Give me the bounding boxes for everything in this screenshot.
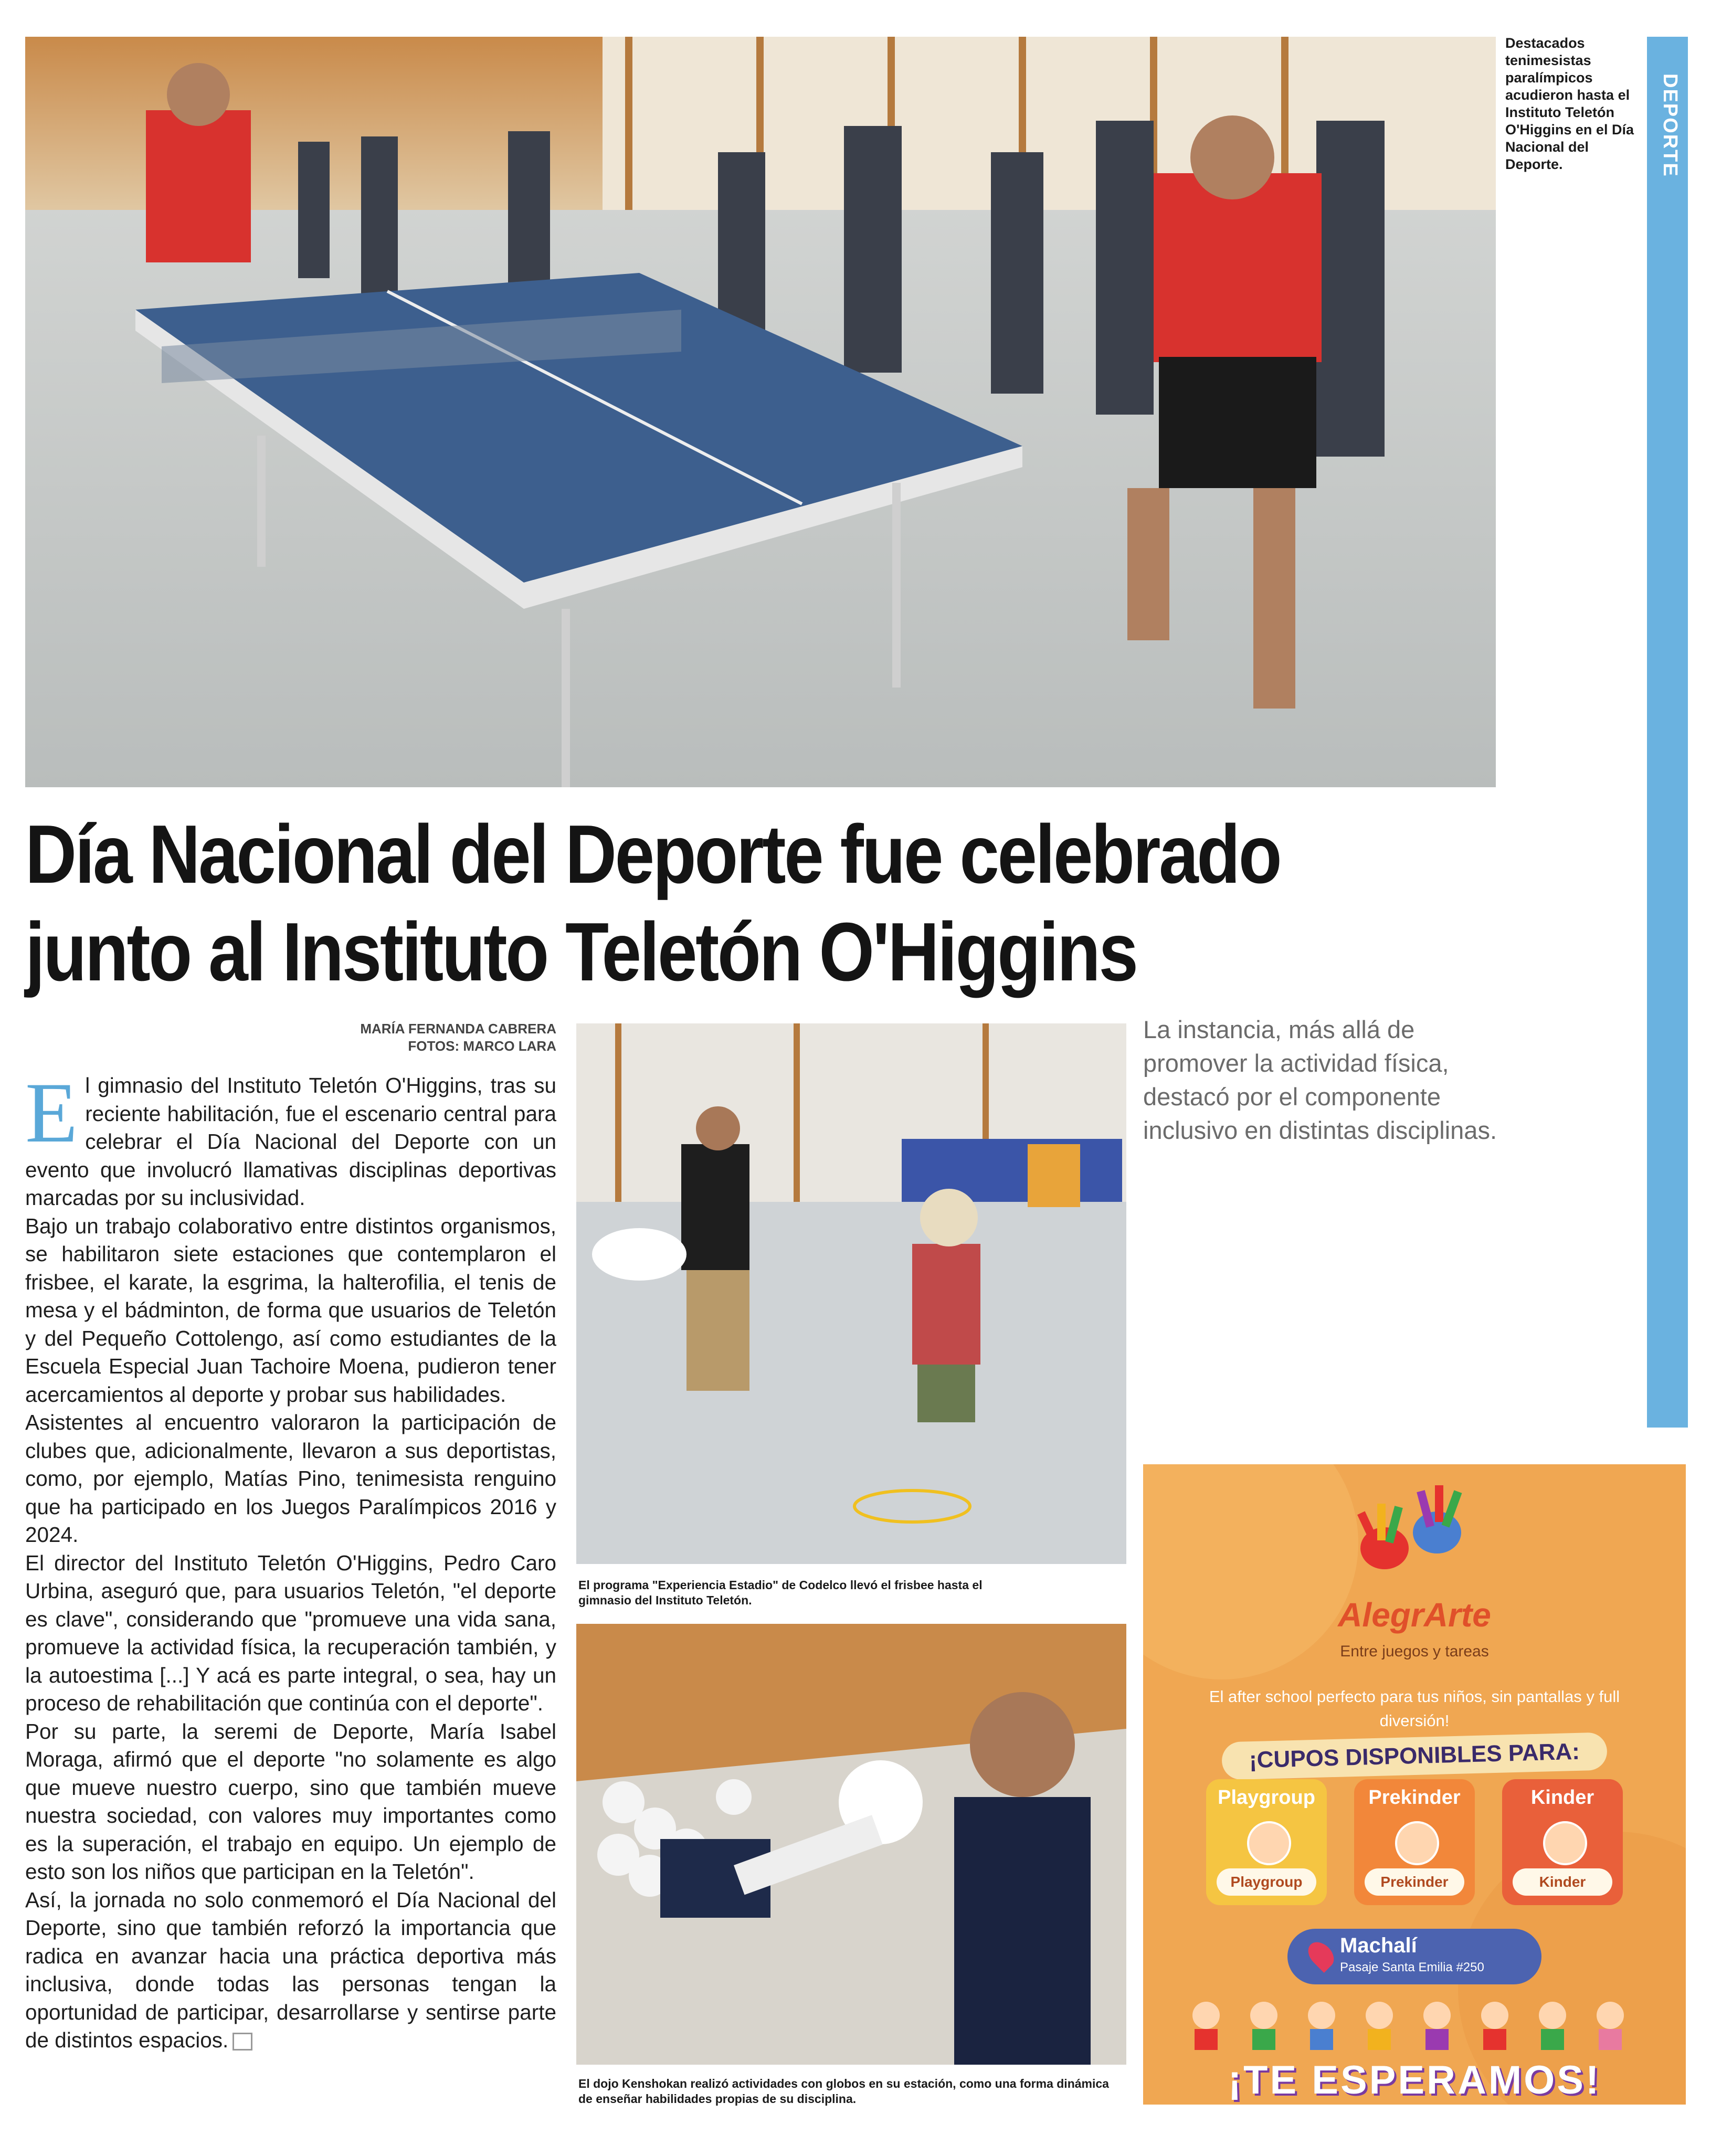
- byline-photos: FOTOS: MARCO LARA: [408, 1038, 556, 1054]
- ad-location-title: Machalí: [1340, 1934, 1417, 1957]
- ad-location: [1287, 1929, 1541, 1984]
- table-tennis-photo-icon: [25, 37, 1496, 787]
- ad-location-address: Pasaje Santa Emilia #250: [1340, 1960, 1484, 1974]
- ad-brand: AlegrArte: [1338, 1596, 1491, 1634]
- frisbee-photo-icon: [576, 1023, 1126, 1564]
- article-paragraph: Bajo un trabajo colaborativo entre distintos organismos, se habilitaron siete estaciones que contemplaron el frisbee, el karate, la esgrima, la halterofilia, el tenis de mesa y el bádminton, de forma que usuarios de Teletón y del Pequeño Cottolengo, así como estudiantes de la Escuela Especial Juan Tachoire Moena, pudieron tener acercamientos al deporte y probar sus habilidades.: [25, 1213, 556, 1407]
- frisbee-photo: [576, 1023, 1126, 1564]
- ad-program-title: Kinder: [1530, 1787, 1594, 1809]
- ad-program-kinder: [1502, 1779, 1623, 1905]
- section-label: DEPORTE: [1659, 73, 1681, 177]
- section-tab: [1647, 37, 1688, 1428]
- end-mark-icon: [233, 2033, 252, 2051]
- frisbee-photo-caption: El programa "Experiencia Estadio" de Codelco llevó el frisbee hasta el gimnasio del Instituto Teletón.: [578, 1578, 983, 1607]
- byline: [25, 1020, 556, 1055]
- article-paragraph: Así, la jornada no solo conmemoró el Día Nacional del Deporte, sino que también reforzó la importancia que radica en avanzar hacia una práctica deportiva más inclusiva, donde todas las personas tengan la oportunidad de participar, desarrollarse y sentirse parte de distintos espacios.: [25, 1887, 556, 2052]
- drop-cap: E: [25, 1065, 78, 1160]
- article-paragraph: El director del Instituto Teletón O'Higgins, Pedro Caro Urbina, aseguró que, para usuarios Teletón, "el deporte es clave", considerando que "promueve una vida sana, promueve la actividad física, la recuperación también, y la autoestima [...] Y acá es parte integral, o sea, hay un proceso de rehabilitación que continúa con el deporte".: [25, 1550, 556, 1715]
- child-face-icon: [1395, 1821, 1439, 1865]
- ad-cupos-banner: ¡CUPOS DISPONIBLES PARA:: [1221, 1732, 1608, 1780]
- children-row-icon: [1185, 1994, 1647, 2052]
- ad-program-title: Playgroup: [1218, 1787, 1315, 1809]
- advertisement[interactable]: [1143, 1464, 1686, 2105]
- hero-photo: [25, 37, 1496, 787]
- ad-promo: El after school perfecto para tus niños, sin pantallas y full diversión!: [1209, 1687, 1620, 1730]
- ad-cta: ¡TE ESPERAMOS!: [1228, 2058, 1601, 2102]
- child-face-icon: [1543, 1821, 1587, 1865]
- ad-program-prekinder: [1354, 1779, 1475, 1905]
- ad-program-label: Prekinder: [1365, 1868, 1464, 1896]
- hands-logo-icon: [1343, 1475, 1484, 1590]
- byline-author: MARÍA FERNANDA CABRERA: [360, 1021, 556, 1037]
- article-paragraph: Asistentes al encuentro valoraron la participación de clubes que, adicionalmente, llevaron a sus deportistas, como, por ejemplo, Matías Pino, tenimesista renguino que ha participado en los Juegos Paralímpicos 2016 y 2024.: [25, 1410, 556, 1547]
- karate-photo: [576, 1624, 1126, 2065]
- hero-photo-caption: Destacados tenimesistas paralímpicos acudieron hasta el Instituto Teletón O'Higgins en el Día Nacional del Deporte.: [1505, 35, 1634, 172]
- child-face-icon: [1247, 1821, 1291, 1865]
- ad-program-label: Kinder: [1513, 1868, 1612, 1896]
- article-paragraph: Por su parte, la seremi de Deporte, María Isabel Moraga, afirmó que el deporte "no solamente es algo que mueve nuestro cuerpo, sino que también mueve nuestra sociedad, con valores muy importantes como es la superación, el trabajo en equipo. Un ejemplo de esto son los niños que participan en la Teletón".: [25, 1719, 556, 1884]
- ad-program-label: Playgroup: [1217, 1868, 1316, 1896]
- article-body: [25, 1065, 556, 2055]
- ad-tagline: Entre juegos y tareas: [1340, 1643, 1489, 1660]
- karate-photo-caption: El dojo Kenshokan realizó actividades con globos en su estación, como una forma dinámica de enseñar habilidades propias de su disciplina.: [578, 2077, 1109, 2106]
- pull-quote: La instancia, más allá de promover la actividad física, destacó por el componente inclusivo en distintas disciplinas.: [1143, 1016, 1497, 1144]
- ad-program-playgroup: [1206, 1779, 1327, 1905]
- map-pin-icon: [1303, 1937, 1339, 1973]
- karate-photo-icon: [576, 1624, 1126, 2065]
- headline: Día Nacional del Deporte fue celebrado junto al Instituto Teletón O'Higgins: [25, 808, 1281, 998]
- ad-program-title: Prekinder: [1368, 1787, 1461, 1809]
- article-paragraph: El gimnasio del Instituto Teletón O'Higgins, tras su reciente habilitación, fue el escenario central para celebrar el Día Nacional del Deporte con un evento que involucró llamativas disciplinas deportivas marcadas por su inclusividad.: [25, 1065, 556, 1210]
